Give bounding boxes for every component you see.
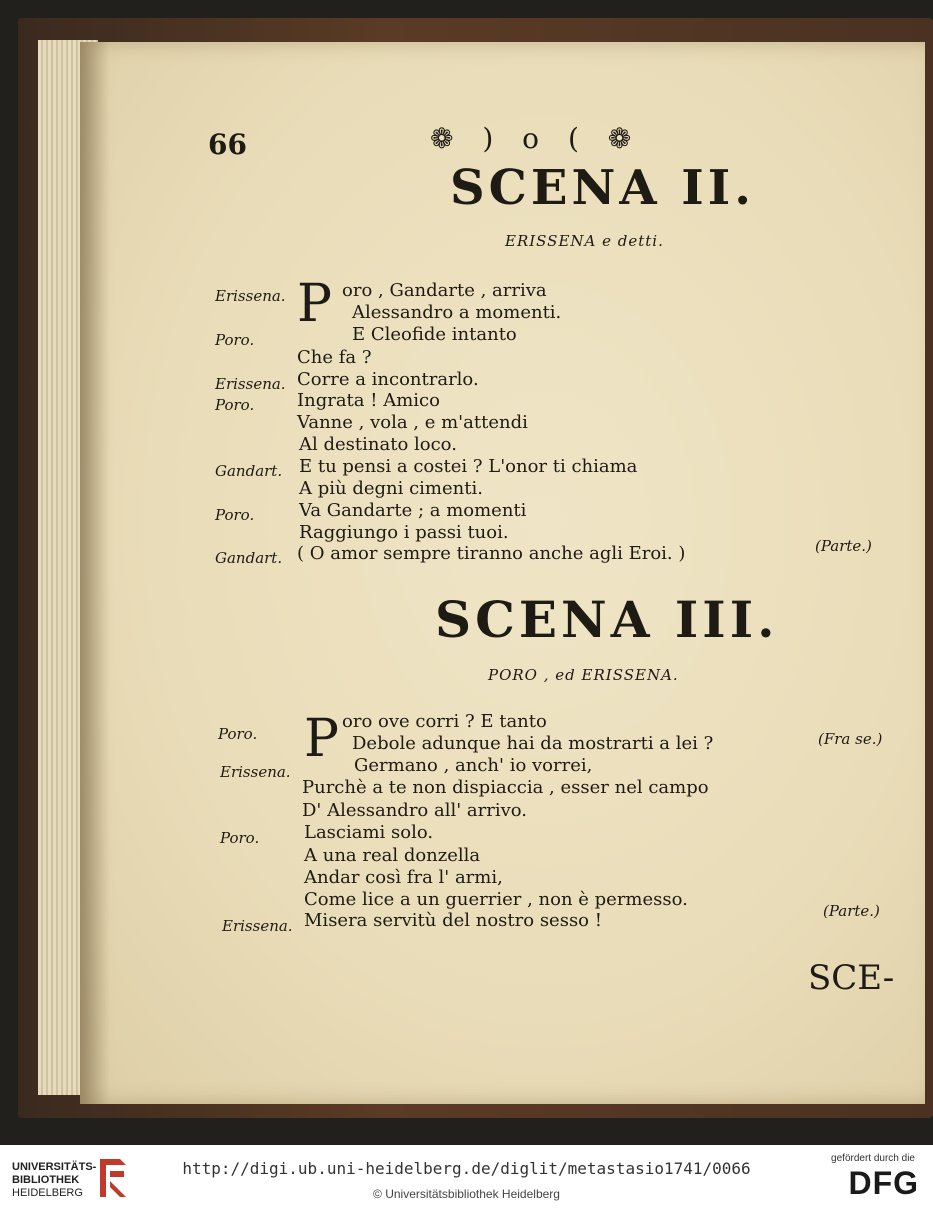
speaker-label: Erissena. <box>215 375 286 393</box>
verse-line: Germano , anch' io vorrei, <box>354 755 593 776</box>
speaker-label: Erissena. <box>222 917 293 935</box>
stage-direction: (Parte.) <box>823 902 880 920</box>
speaker-label: Erissena. <box>215 287 286 305</box>
scene-2-cast: ERISSENA e detti. <box>505 232 664 250</box>
verse-line: E tu pensi a costei ? L'onor ti chiama <box>299 456 638 477</box>
verse-line: A una real donzella <box>304 845 481 866</box>
spine-shadow <box>80 42 110 1104</box>
verse-line: Alessandro a momenti. <box>352 302 562 323</box>
verse-line: A più degni cimenti. <box>299 478 483 499</box>
verse-line: oro ove corri ? E tanto <box>342 711 547 732</box>
verse-line: Va Gandarte ; a momenti <box>299 500 527 521</box>
scene-2-title: SCENA II. <box>450 160 755 216</box>
speaker-label: Erissena. <box>220 763 291 781</box>
verse-line: Lasciami solo. <box>304 822 434 843</box>
verse-line: Andar così fra l' armi, <box>304 867 503 888</box>
dfg-logo: DFG <box>848 1165 919 1201</box>
drop-cap: P <box>304 709 339 769</box>
speaker-label: Poro. <box>215 396 255 414</box>
verse-line: Debole adunque hai da mostrarti a lei ? <box>352 733 714 754</box>
permalink-url[interactable]: http://digi.ub.uni-heidelberg.de/diglit/metastasio1741/0066 <box>182 1159 751 1178</box>
header-ornament: ❁ ) o ( ❁ <box>430 122 642 155</box>
library-name-line: UNIVERSITÄTS- <box>12 1161 97 1173</box>
library-name-line: BIBLIOTHEK <box>12 1174 80 1186</box>
verse-line: Vanne , vola , e m'attendi <box>297 412 528 433</box>
verse-line: Ingrata ! Amico <box>297 390 440 411</box>
verse-line: ( O amor sempre tiranno anche agli Eroi. ) <box>297 543 686 564</box>
footer-bar <box>0 1145 933 1212</box>
verse-line: Misera servitù del nostro sesso ! <box>304 910 602 931</box>
funding-note: gefördert durch die <box>831 1153 915 1164</box>
drop-cap: P <box>297 274 332 334</box>
speaker-label: Gandart. <box>215 462 283 480</box>
speaker-label: Poro. <box>215 331 255 349</box>
copyright-notice: © Universitätsbibliothek Heidelberg <box>373 1187 560 1201</box>
speaker-label: Poro. <box>220 829 260 847</box>
stage-direction: (Parte.) <box>815 537 872 555</box>
verse-line: E Cleofide intanto <box>352 324 517 345</box>
scene-3-cast: PORO , ed ERISSENA. <box>488 666 679 684</box>
verse-line: Corre a incontrarlo. <box>297 369 479 390</box>
verse-line: Come lice a un guerrier , non è permesso. <box>304 889 688 910</box>
scene-3-title: SCENA III. <box>435 590 779 649</box>
verse-line: Purchè a te non dispiaccia , esser nel campo <box>302 777 709 798</box>
speaker-label: Poro. <box>215 506 255 524</box>
verse-line: Che fa ? <box>297 347 372 368</box>
catchword: SCE- <box>808 958 895 998</box>
speaker-label: Poro. <box>218 725 258 743</box>
verse-line: Al destinato loco. <box>299 434 457 455</box>
verse-line: oro , Gandarte , arriva <box>342 280 547 301</box>
library-name-line: HEIDELBERG <box>12 1187 83 1199</box>
page-number: 66 <box>208 128 247 161</box>
speaker-label: Gandart. <box>215 549 283 567</box>
verse-line: D' Alessandro all' arrivo. <box>302 800 528 821</box>
verse-line: Raggiungo i passi tuoi. <box>299 522 509 543</box>
stage-direction: (Fra se.) <box>818 730 883 748</box>
